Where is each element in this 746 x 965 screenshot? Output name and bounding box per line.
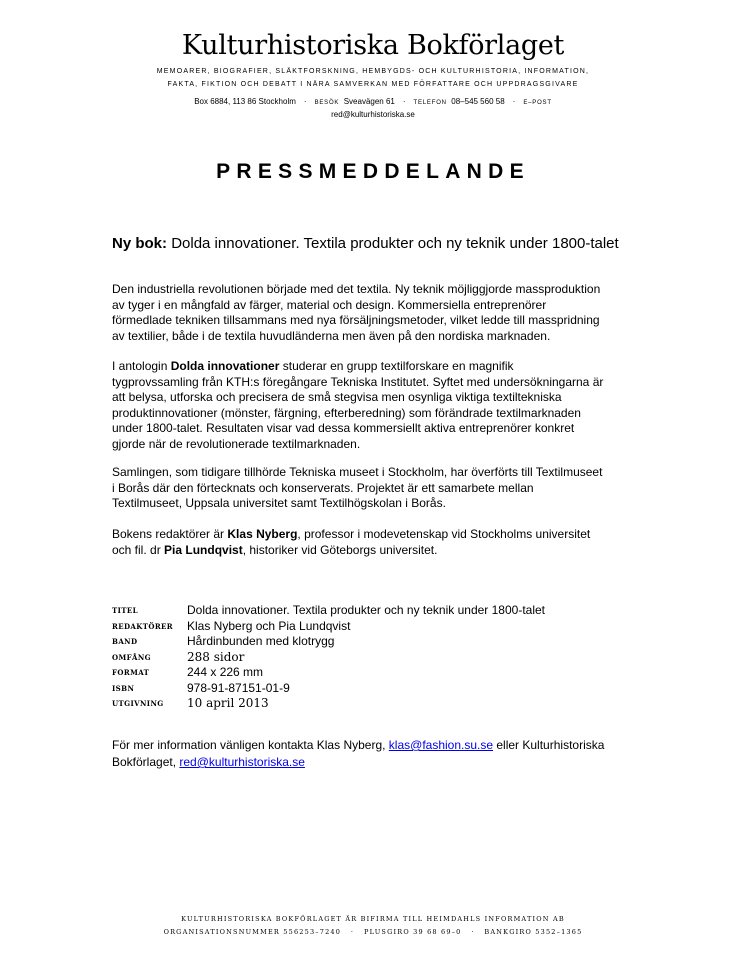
editor-name-bold: Klas Nyberg [227, 527, 298, 541]
fact-value: 244 x 226 mm [187, 665, 264, 679]
fact-label: BAND [112, 637, 138, 646]
paragraph-line: förmedlade tekniken tillsammans med nya försäljningsmetoder, vilket ledde till masspridning [112, 313, 600, 327]
tagline-line-1: MEMOARER, BIOGRAFIER, SLÄKTFORSKNING, HEMBYGDS- OCH KULTURHISTORIA, INFORMATION, [156, 68, 590, 75]
text-span: Bokförlaget, [112, 755, 180, 769]
fact-value: 10 april 2013 [187, 696, 269, 710]
paragraph-collection [112, 465, 642, 512]
org-label: ORGANISATIONSNUMMER [163, 928, 281, 936]
separator-dot: · [512, 97, 516, 106]
page-title: PRESSMEDDELANDE [216, 160, 530, 183]
visit-label: BESÖK [314, 100, 340, 106]
headline [112, 235, 619, 252]
fact-label: UTGIVNING [112, 699, 164, 708]
fact-label: ISBN [112, 683, 135, 693]
paragraph-line: att belysa, utforska och precisera de små stegvisa men osynliga viktiga textiltekniska [112, 390, 562, 404]
text-span: och fil. dr [112, 542, 165, 557]
paragraph-line: Textilmuseet, Uppsala universitet samt Textilhögskolan i Borås. [112, 496, 446, 510]
text-span: , historiker vid Göteborgs universitet. [242, 542, 438, 557]
paragraph-line: under 1800-talet. Resultaten visar vad dessa kommersiellt aktiva entreprenörer konkret [112, 421, 575, 435]
editor-name-bold: Pia Lundqvist [164, 542, 243, 557]
fact-label: FORMAT [112, 668, 150, 677]
email-link-red[interactable]: red@kulturhistoriska.se [179, 755, 305, 769]
separator-dot: · [350, 928, 355, 936]
paragraph-intro [112, 282, 642, 344]
text-span: I antologin [112, 359, 171, 373]
text-span: studerar en grupp textilforskare en magnifik [279, 359, 514, 373]
plusgiro-label: PLUSGIRO [364, 928, 410, 936]
paragraph-line: av textilier, både i de textila huvudländerna men även på den nordiska marknaden. [112, 328, 551, 343]
fact-value: Klas Nyberg och Pia Lundqvist [187, 618, 351, 633]
footer-line-2 [0, 928, 746, 936]
paragraph-line: gjorde när de revolutionerade textilmarknaden. [112, 436, 361, 451]
headline-lead: Ny bok: [112, 235, 168, 252]
fact-value: 288 sidor [187, 649, 245, 664]
text-span: eller Kulturhistoriska [493, 738, 605, 752]
text-span: , professor i modevetenskap vid Stockholms universitet [297, 527, 591, 541]
contact-line [0, 97, 746, 106]
separator-dot: · [303, 97, 307, 106]
paragraph-line: Samlingen, som tidigare tillhörde Tekniska museet i Stockholm, har överförts till Textilmuseet [112, 465, 603, 479]
fact-value: 978-91-87151-01-9 [187, 680, 290, 695]
more-info [112, 737, 604, 771]
fact-value: Hårdinbunden med klotrygg [187, 634, 335, 648]
phone-number: 08–545 560 58 [451, 97, 505, 106]
org-number: 556253–7240 [283, 928, 342, 936]
separator-dot: · [471, 928, 475, 936]
paragraph-line: av tyger i en mångfald av färger, material och design. Kommersiella entreprenörer [112, 297, 547, 312]
paragraph-line: i Borås där den förtecknats och konserverats. Projektet är ett samarbete mellan [112, 480, 534, 495]
fact-label: REDAKTÖRER [112, 621, 174, 631]
publisher-name: Kulturhistoriska Bokförlaget [181, 30, 565, 61]
bankgiro-label: BANKGIRO [484, 928, 533, 936]
fact-label: TITEL [112, 606, 138, 615]
book-title-bold: Dolda innovationer [170, 359, 280, 373]
paragraph-line: Den industriella revolutionen började med det textila. Ny teknik möjliggjorde massproduktion [112, 282, 601, 296]
phone-label: TELEFON [413, 100, 447, 106]
paragraph-anthology [112, 359, 642, 452]
fact-label: OMFÅNG [112, 652, 152, 662]
paragraph-editors [112, 527, 642, 558]
info-line [112, 754, 604, 771]
footer-line-1: KULTURHISTORISKA BOKFÖRLAGET ÄR BIFIRMA TILL HEIMDAHLS INFORMATION AB [181, 915, 565, 923]
paragraph-line: produktinnovationer (mönster, färgning, efterberedning) som förändrade textilmarknaden [112, 405, 581, 420]
text-span: Bokens redaktörer är [112, 527, 228, 541]
contact-email: red@kulturhistoriska.se [331, 110, 415, 119]
plusgiro-number: 39 68 69–0 [413, 928, 462, 936]
tagline-line-2: FAKTA, FIKTION OCH DEBATT I NÄRA SAMVERKAN MED FÖRFATTARE OCH UPPDRAGSGIVARE [167, 81, 579, 88]
text-span: För mer information vänligen kontakta Klas Nyberg, [112, 738, 389, 752]
fact-value: Dolda innovationer. Textila produkter och ny teknik under 1800-talet [187, 603, 546, 617]
postal-address: Box 6884, 113 86 Stockholm [194, 97, 296, 106]
separator-dot: · [402, 97, 406, 106]
paragraph-line [112, 543, 642, 559]
paragraph-line [112, 527, 642, 543]
paragraph-line: tygprovssamling från KTH:s föregångare Tekniska Institutet. Syftet med undersökningarna är [112, 374, 604, 389]
headline-text: Dolda innovationer. Textila produkter och ny teknik under 1800-talet [171, 235, 619, 252]
visit-address: Sveavägen 61 [343, 97, 395, 106]
paragraph-line [112, 359, 642, 375]
email-label: E–POST [523, 100, 552, 106]
info-line [112, 737, 604, 754]
bankgiro-number: 5352–1365 [535, 928, 583, 936]
email-link-klas[interactable]: klas@fashion.su.se [388, 738, 494, 752]
